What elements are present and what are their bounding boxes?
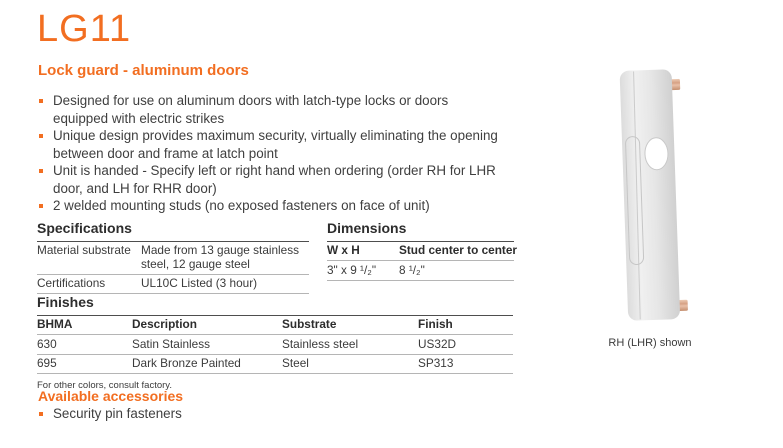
dimensions-value-stud-center: 8 ¹/₂": [399, 262, 425, 277]
product-caption: RH (LHR) shown: [608, 337, 692, 349]
dimensions-section: [327, 220, 517, 281]
spec-row: [37, 242, 309, 275]
plate-body: [620, 69, 681, 321]
specifications-section: [37, 222, 309, 294]
spec-value: UL10C Listed (3 hour): [141, 276, 258, 290]
spec-label: Certifications: [37, 276, 106, 290]
finishes-footnote: For other colors, consult factory.: [37, 380, 172, 391]
dimensions-col-stud-center: Stud center to center: [399, 243, 517, 257]
finishes-col-bhma: BHMA: [37, 317, 73, 331]
finish-bhma: 630: [37, 336, 57, 351]
latch-hole: [644, 137, 668, 170]
finishes-col-substrate: Substrate: [282, 317, 337, 331]
dimensions-header-row: [327, 242, 517, 262]
dimensions-value-wxh: 3" x 9 ¹/₂": [327, 262, 377, 277]
product-image: [600, 58, 700, 348]
finish-bhma: 695: [37, 356, 57, 370]
spec-row: [37, 275, 309, 295]
feature-list: [38, 92, 503, 215]
finish-description: Satin Stainless: [132, 336, 211, 351]
finish-description: Dark Bronze Painted: [132, 356, 241, 370]
finishes-header-row: [37, 316, 513, 336]
lock-guard-illustration: [600, 58, 700, 348]
finish-substrate: Steel: [282, 356, 309, 370]
finishes-heading: Finishes: [37, 296, 513, 316]
finishes-col-description: Description: [132, 317, 197, 331]
accessories-heading: Available accessories: [38, 388, 184, 404]
accessories-list: [38, 405, 338, 423]
product-subtitle: Lock guard - aluminum doors: [38, 62, 249, 79]
feature-item: 2 welded mounting studs (no exposed fasteners on face of unit): [38, 197, 503, 215]
finish-substrate: Stainless steel: [282, 336, 359, 351]
finish-code: US32D: [418, 336, 457, 351]
feature-item: Unique design provides maximum security, virtually eliminating the opening between door and frame at latch point: [38, 127, 503, 162]
dimensions-col-wxh: W x H: [327, 243, 360, 257]
spec-label: Material substrate: [37, 243, 131, 257]
page-title: LG11: [37, 8, 132, 50]
dimensions-heading: Dimensions: [327, 222, 514, 242]
finish-code: SP313: [418, 356, 454, 370]
dimensions-value-row: [327, 261, 514, 281]
finishes-row: [37, 335, 513, 355]
feature-item: Designed for use on aluminum doors with latch-type locks or doors equipped with electric strikes: [38, 92, 503, 127]
finishes-section: [37, 296, 513, 393]
finishes-row: [37, 355, 513, 375]
accessory-item: Security pin fasteners: [38, 405, 338, 423]
finishes-col-finish: Finish: [418, 317, 453, 331]
feature-item: Unit is handed - Specify left or right hand when ordering (order RH for LHR door, and LH for RHR door): [38, 162, 503, 197]
specifications-heading: Specifications: [37, 222, 309, 242]
spec-value: Made from 13 gauge stainless steel, 12 gauge steel: [141, 243, 300, 271]
